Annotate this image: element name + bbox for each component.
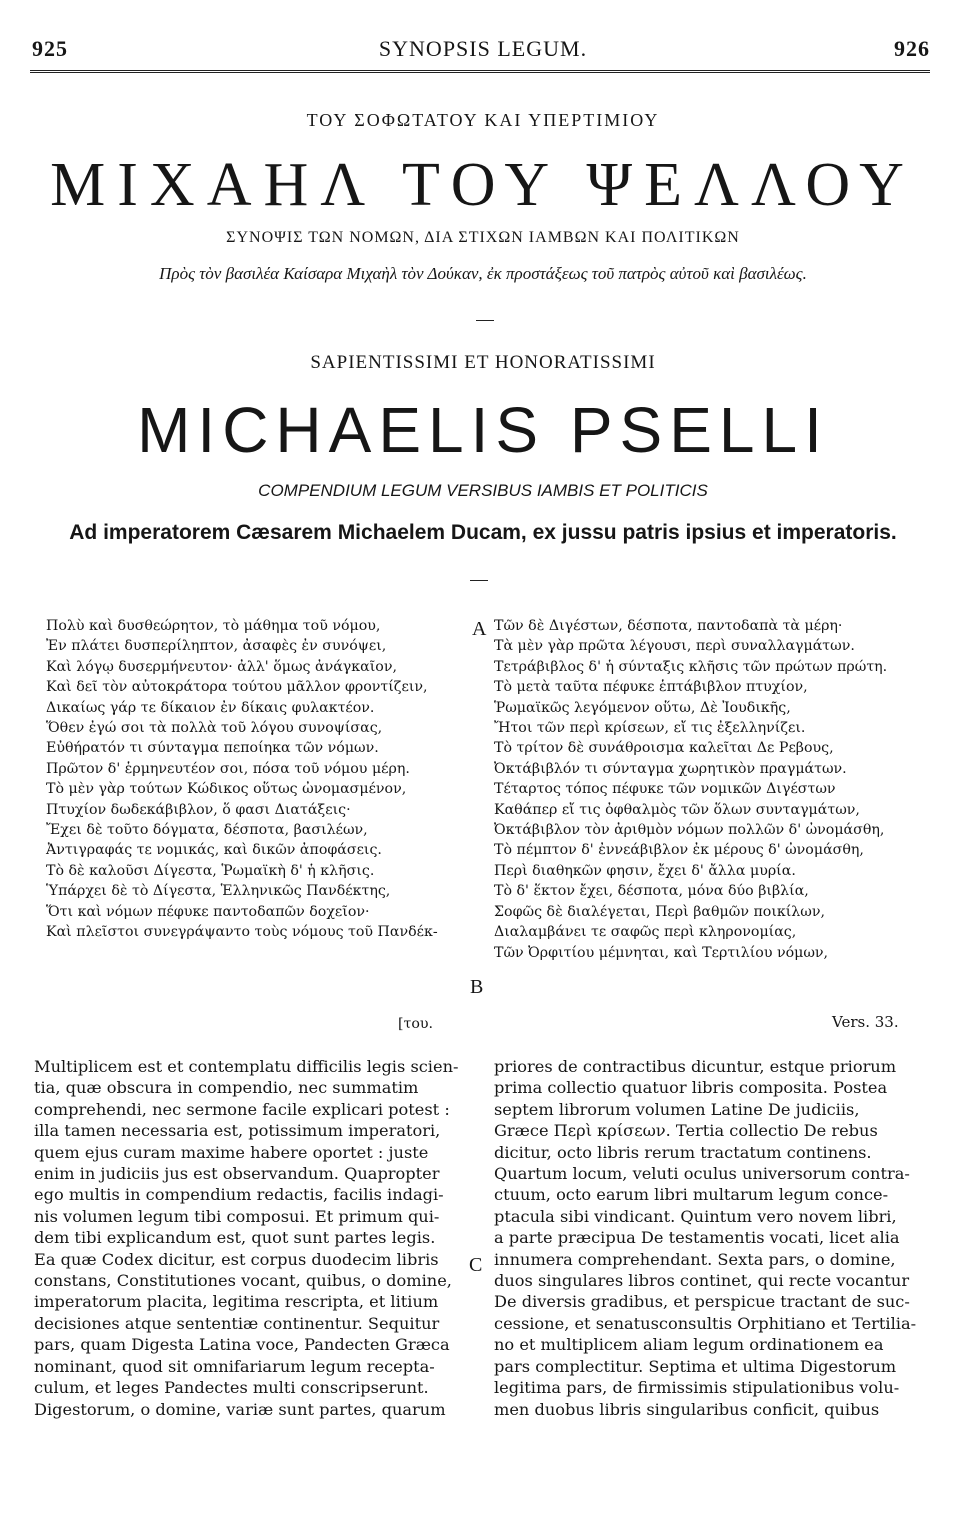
verse-line: Τὸ δὲ καλοῦσι Δίγεστα, Ῥωμαϊκὴ δ' ἡ κλῆσις. <box>46 862 375 879</box>
prose-line: nis volumen legum tibi composui. Et primum qui- <box>34 1206 440 1226</box>
latin-subtitle: COMPENDIUM LEGUM VERSIBUS IAMBIS ET POLITICIS <box>258 481 708 500</box>
verse-line: Τὸ δ' ἕκτον ἔχει, δέσποτα, μόνα δύο βιβλία, <box>494 883 809 900</box>
verse-line: Ἤτοι τῶν περὶ κρίσεων, εἴ τις ἐξελληνίζει. <box>494 720 806 737</box>
greek-verses-left-column <box>46 616 466 943</box>
latin-dedication: Ad imperatorem Cæsarem Michaelem Ducam, ex jussu patris ipsius et imperatoris. <box>69 521 897 544</box>
prose-line: ptacula sibi vindicant. Quintum vero novem libri, <box>494 1206 897 1226</box>
running-title: SYNOPSIS LEGUM. <box>378 36 588 61</box>
verse-line: Δικαίως γάρ τε δίκαιον ἐν δίκαις φυλακτέον. <box>46 699 375 716</box>
prose-line: Quartum locum, veluti oculus universorum contra- <box>494 1164 910 1184</box>
verse-line: Τῶν Ὀρφιτίου μέμνηται, καὶ Τερτιλίου νόμων, <box>494 944 829 961</box>
prose-line: priores de contractibus dicuntur, estque priorum <box>494 1057 897 1076</box>
verse-line: Καὶ λόγῳ δυσερμήνευτον· ἀλλ' ὅμως ἀνάγκαῖον, <box>46 658 397 675</box>
verse-line: Πρῶτον δ' ἑρμηνευτέον σοι, πόσα τοῦ νόμου μέρη. <box>46 760 410 777</box>
verse-line: Τετράβιβλος δ' ἡ σύνταξις κλῆσις τῶν πρώτων πρώτη. <box>494 658 888 675</box>
verse-line: Πολὺ καὶ δυσθεώρητον, τὸ μάθημα τοῦ νόμου, <box>46 618 381 634</box>
margin-letter-a: A <box>472 618 487 640</box>
verse-line: Τὰ μὲν γὰρ πρῶτα λέγουσι, περὶ συναλλαγμάτων. <box>494 638 855 655</box>
verse-line: Διαλαμβάνει τε σαφῶς περὶ κληρονομίας, <box>494 924 797 941</box>
verse-line: Τέταρτος τόπος πέφυκε τῶν νομικῶν Διγέστων <box>494 781 836 798</box>
greek-super-title: ΤΟΥ ΣΟΦΩΤΑΤΟΥ ΚΑΙ ΥΠΕΡΤΙΜΙΟΥ <box>306 110 660 130</box>
verse-line: Ὑπάρχει δὲ τὸ Δίγεστα, Ἑλληνικῶς Πανδέκτης, <box>46 883 391 900</box>
header-rule <box>30 70 930 77</box>
prose-line: prima collectio quatuor libris composita. Postea <box>494 1078 888 1098</box>
verse-line: Ὀκτάβιβλον τὸν ἀριθμὸν νόμων πολλῶν δ' ὠνομάσθη, <box>494 822 885 839</box>
verse-line: Ἐν πλάτει δυσπερίληπτον, ἀσαφὲς ἐν συνόψει, <box>46 638 387 655</box>
prose-line: dicitur, octo libris rerum tractatum continens. <box>494 1142 872 1162</box>
prose-line: Multiplicem est et contemplatu difficilis legis scien- <box>34 1057 459 1076</box>
prose-line: duos singulares libros continet, qui recte vocantur <box>494 1271 910 1291</box>
prose-line: dem tibi explicandum est, quot sunt partes legis. <box>34 1228 436 1248</box>
latin-title: MICHAELIS PSELLI <box>137 394 829 466</box>
prose-line: De diversis gradibus, et perspicue tractant de suc- <box>494 1292 910 1312</box>
latin-prose-right-column <box>494 1056 924 1420</box>
verse-line: Ὅθεν ἐγώ σοι τὰ πολλὰ τοῦ λόγου συνοψίσας, <box>46 720 383 737</box>
verse-line: Περὶ διαθηκῶν φησιν, ἔχει δ' ἄλλα μυρία. <box>494 862 796 879</box>
verse-line: Τὸ μετὰ ταῦτα πέφυκε ἑπτάβιβλον πτυχίον, <box>494 679 808 696</box>
prose-line: illa tamen necessaria est, potissimum imperatori, <box>34 1121 441 1141</box>
verse-line: Ὅτι καὶ νόμων πέφυκε παντοδαπῶν δοχεῖον· <box>46 903 370 920</box>
greek-subtitle: ΣΥΝΟΨΙΣ ΤΩΝ ΝΟΜΩΝ, ΔΙΑ ΣΤΙΧΩΝ ΙΑΜΒΩΝ ΚΑΙ ΠΟΛΙΤΙΚΩΝ <box>226 229 740 246</box>
prose-line: enim in judiciis jus est observandum. Quapropter <box>34 1164 440 1184</box>
verse-line: Ἔχει δὲ τοῦτο δόγματα, δέσποτα, βασιλέων, <box>46 822 368 839</box>
prose-line: culum, et leges Pandectes multi conscripserunt. <box>34 1378 429 1398</box>
verse-line: Καθάπερ εἴ τις ὀφθαλμὸς τῶν ὅλων συνταγμάτων, <box>494 801 860 818</box>
section-divider <box>476 320 494 321</box>
verse-line: Εὐθήρατόν τι σύνταγμα πεποίηκα τῶν νόμων. <box>46 740 379 757</box>
verse-line: Τὸ τρίτον δὲ συνάθροισμα καλεῖται Δε Ρεβους, <box>494 740 834 757</box>
prose-line: innumera comprehendant. Sexta pars, o domine, <box>494 1249 896 1269</box>
prose-line: decisiones atque sententiæ continentur. Sequitur <box>34 1313 440 1333</box>
verse-line: Ὀκτάβιβλόν τι σύνταγμα χωρητικὸν πραγμάτων. <box>494 760 847 777</box>
prose-line: ctuum, octo earum libri multarum legum conce- <box>494 1185 889 1205</box>
verse-line: Καὶ πλεῖστοι συνεγράψαντο τοὺς νόμους τοῦ Πανδέκ- <box>46 924 438 941</box>
prose-line: tia, quæ obscura in compendio, nec summatim <box>34 1078 419 1098</box>
greek-verses-right-column <box>494 616 924 963</box>
page-number-right: 926 <box>894 36 930 61</box>
prose-line: ego multis in compendium redactis, facilis indagi- <box>34 1185 444 1205</box>
greek-dedication: Πρὸς τὸν βασιλέα Καίσαρα Μιχαὴλ τὸν Δούκαν, ἐκ προστάξεως τοῦ πατρὸς αὐτοῦ καὶ βασιλέως. <box>159 264 807 283</box>
verse-line: Τῶν δὲ Διγέστων, δέσποτα, παντοδαπὰ τὰ μέρη· <box>494 618 843 634</box>
verse-line: Σοφῶς δὲ διαλέγεται, Περὶ βαθμῶν ποικίλων, <box>494 903 826 920</box>
prose-line: Ea quæ Codex dicitur, est corpus duodecim libris <box>34 1249 439 1269</box>
prose-line: quem ejus curam maxime habere oportet : juste <box>34 1142 429 1162</box>
margin-letter-c: C <box>469 1254 483 1276</box>
section-divider <box>470 580 488 581</box>
prose-line: comprehendi, nec sermone facile explicari potest : <box>34 1099 450 1119</box>
latin-prose-left-column <box>34 1056 464 1420</box>
verse-line: Τὸ πέμπτον δ' ἐννεάβιβλον ἐκ μέρους δ' ὠνομάσθη, <box>494 842 864 859</box>
verse-continuation: [του. <box>398 1016 434 1032</box>
prose-line: nominant, quod sit omnifariarum legum recepta- <box>34 1356 435 1376</box>
prose-line: a parte præcipua De testamentis vocati, licet alia <box>494 1228 900 1248</box>
prose-line: cessione, et senatusconsultis Orphitiano et Tertilia- <box>494 1313 917 1333</box>
prose-line: pars complectitur. Septima et ultima Digestorum <box>494 1356 897 1376</box>
verse-line: Τὸ μὲν γὰρ τούτων Κώδικος οὕτως ὠνομασμένον, <box>46 781 407 798</box>
margin-letter-b: B <box>470 976 484 998</box>
verse-line: Ἀντιγραφάς τε νομικάς, καὶ δικῶν ἀποφάσεις. <box>46 842 382 859</box>
prose-line: imperatorum placita, legitima rescripta, et litium <box>34 1292 439 1312</box>
prose-line: men duobus libris singularibus conficit, quibus <box>494 1399 880 1419</box>
verse-reference: Vers. 33. <box>832 1013 899 1031</box>
verse-line: Πτυχίον δωδεκάβιβλον, ὅ φασι Διατάξεις· <box>46 801 351 818</box>
prose-line: Græce Περὶ κρίσεων. Tertia collectio De rebus <box>494 1121 878 1141</box>
prose-line: constans, Constitutiones vocant, quibus, o domine, <box>34 1271 452 1291</box>
verse-line: Καὶ δεῖ τὸν αὐτοκράτορα τούτου μᾶλλον φροντίζειν, <box>46 679 428 696</box>
page-number-left: 925 <box>32 36 68 61</box>
greek-title: ΜΙΧΑΗΛ ΤΟΥ ΨΕΛΛΟΥ <box>50 151 916 219</box>
prose-line: legitima pars, de firmissimis stipulationibus volu- <box>494 1378 900 1398</box>
prose-line: no et multiplicem aliam legum ordinationem ea <box>494 1335 884 1355</box>
prose-line: septem librorum volumen Latine De judiciis, <box>494 1099 860 1119</box>
latin-super-title: SAPIENTISSIMI ET HONORATISSIMI <box>310 352 656 373</box>
prose-line: pars, quam Digesta Latina voce, Pandecten Græca <box>34 1335 450 1355</box>
prose-line: Digestorum, o domine, variæ sunt partes, quarum <box>34 1399 446 1419</box>
verse-line: Ῥωμαϊκῶς λεγόμενον οὕτω, Δὲ Ἰουδικῆς, <box>494 699 791 716</box>
